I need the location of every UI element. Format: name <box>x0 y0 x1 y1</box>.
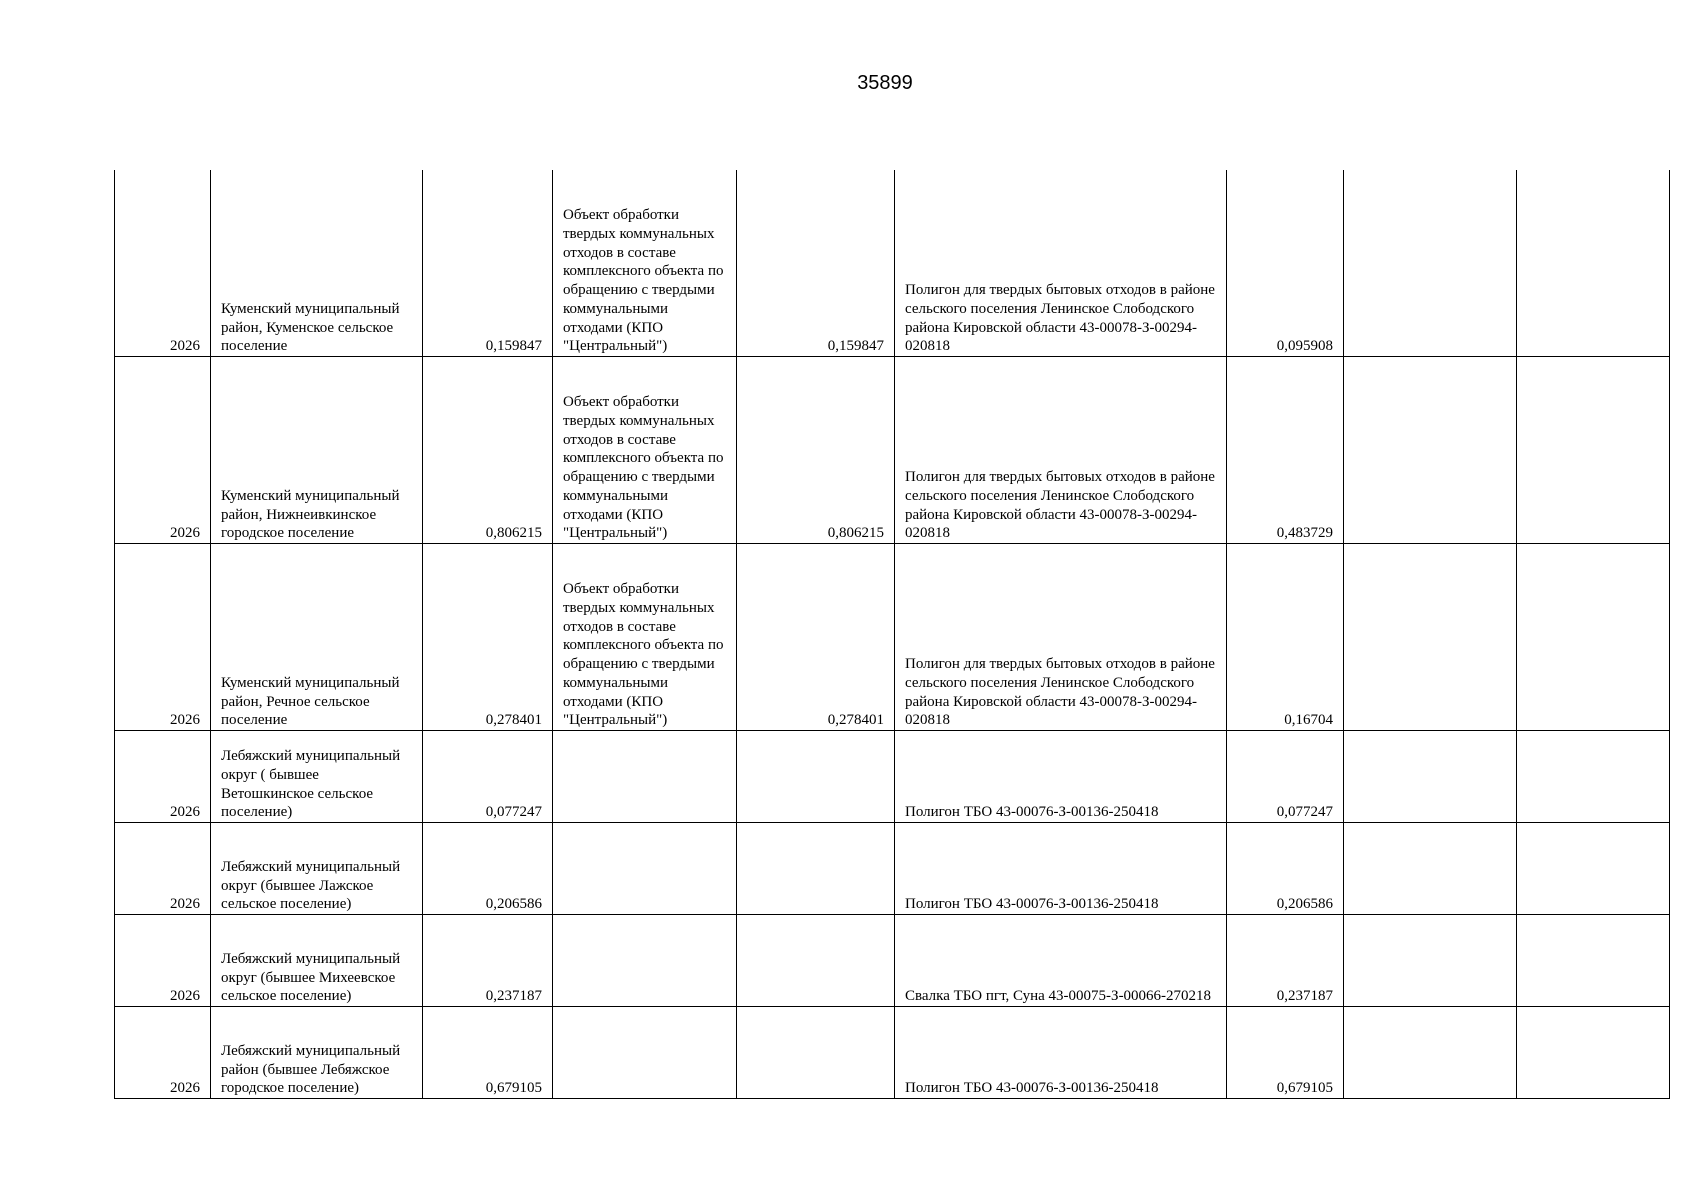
volume-cell: 0,237187 <box>423 915 553 1007</box>
empty-cell <box>1344 915 1517 1007</box>
disposal-object-cell: Полигон для твердых бытовых отходов в районе сельского поселения Ленинское Слободского района Кировской области 43-00078-З-00294-020818 <box>895 357 1227 544</box>
year-cell: 2026 <box>115 357 211 544</box>
processing-volume-cell: 0,278401 <box>737 544 895 731</box>
processing-volume-cell <box>737 1007 895 1099</box>
processing-object-cell: Объект обработки твердых коммунальных отходов в составе комплексного объекта по обращению с твердыми коммунальными отходами (КПО "Центральный") <box>553 544 737 731</box>
municipality-cell: Лебяжский муниципальный округ ( бывшее Ветошкинское сельское поселение) <box>211 731 423 823</box>
processing-volume-cell <box>737 731 895 823</box>
processing-object-cell: Объект обработки твердых коммунальных отходов в составе комплексного объекта по обращению с твердыми коммунальными отходами (КПО "Центральный") <box>553 357 737 544</box>
volume-cell: 0,077247 <box>423 731 553 823</box>
processing-volume-cell <box>737 915 895 1007</box>
waste-flow-table <box>114 170 1670 1099</box>
processing-object-cell <box>553 731 737 823</box>
empty-cell <box>1517 170 1670 357</box>
municipality-cell: Лебяжский муниципальный район (бывшее Лебяжское городское поселение) <box>211 1007 423 1099</box>
processing-volume-cell: 0,806215 <box>737 357 895 544</box>
disposal-object-cell: Полигон ТБО 43-00076-З-00136-250418 <box>895 731 1227 823</box>
volume-cell: 0,206586 <box>423 823 553 915</box>
municipality-cell: Куменский муниципальный район, Нижнеивкинское городское поселение <box>211 357 423 544</box>
disposal-volume-cell: 0,077247 <box>1227 731 1344 823</box>
disposal-object-cell: Полигон ТБО 43-00076-З-00136-250418 <box>895 1007 1227 1099</box>
empty-cell <box>1517 1007 1670 1099</box>
volume-cell: 0,806215 <box>423 357 553 544</box>
processing-object-cell <box>553 1007 737 1099</box>
volume-cell: 0,679105 <box>423 1007 553 1099</box>
table-row <box>115 1007 1670 1099</box>
disposal-object-cell: Полигон для твердых бытовых отходов в районе сельского поселения Ленинское Слободского района Кировской области 43-00078-З-00294-020818 <box>895 170 1227 357</box>
empty-cell <box>1517 823 1670 915</box>
year-cell: 2026 <box>115 170 211 357</box>
year-cell: 2026 <box>115 823 211 915</box>
empty-cell <box>1344 170 1517 357</box>
empty-cell <box>1344 731 1517 823</box>
disposal-volume-cell: 0,16704 <box>1227 544 1344 731</box>
disposal-volume-cell: 0,095908 <box>1227 170 1344 357</box>
year-cell: 2026 <box>115 915 211 1007</box>
processing-object-cell <box>553 823 737 915</box>
table-row <box>115 357 1670 544</box>
disposal-object-cell: Полигон для твердых бытовых отходов в районе сельского поселения Ленинское Слободского района Кировской области 43-00078-З-00294-020818 <box>895 544 1227 731</box>
processing-volume-cell: 0,159847 <box>737 170 895 357</box>
year-cell: 2026 <box>115 731 211 823</box>
empty-cell <box>1344 544 1517 731</box>
disposal-object-cell: Свалка ТБО пгт, Суна 43-00075-З-00066-270218 <box>895 915 1227 1007</box>
empty-cell <box>1344 357 1517 544</box>
page-number: 35899 <box>857 72 913 94</box>
processing-object-cell <box>553 915 737 1007</box>
table-row <box>115 823 1670 915</box>
processing-object-cell: Объект обработки твердых коммунальных отходов в составе комплексного объекта по обращению с твердыми коммунальными отходами (КПО "Центральный") <box>553 170 737 357</box>
disposal-volume-cell: 0,679105 <box>1227 1007 1344 1099</box>
disposal-volume-cell: 0,483729 <box>1227 357 1344 544</box>
volume-cell: 0,159847 <box>423 170 553 357</box>
empty-cell <box>1517 544 1670 731</box>
year-cell: 2026 <box>115 1007 211 1099</box>
empty-cell <box>1517 731 1670 823</box>
disposal-volume-cell: 0,206586 <box>1227 823 1344 915</box>
year-cell: 2026 <box>115 544 211 731</box>
empty-cell <box>1517 915 1670 1007</box>
processing-volume-cell <box>737 823 895 915</box>
empty-cell <box>1344 1007 1517 1099</box>
municipality-cell: Лебяжский муниципальный округ (бывшее Михеевское сельское поселение) <box>211 915 423 1007</box>
table-row <box>115 170 1670 357</box>
table-row <box>115 915 1670 1007</box>
empty-cell <box>1517 357 1670 544</box>
volume-cell: 0,278401 <box>423 544 553 731</box>
municipality-cell: Лебяжский муниципальный округ (бывшее Лажское сельское поселение) <box>211 823 423 915</box>
empty-cell <box>1344 823 1517 915</box>
municipality-cell: Куменский муниципальный район, Куменское сельское поселение <box>211 170 423 357</box>
table-row <box>115 731 1670 823</box>
municipality-cell: Куменский муниципальный район, Речное сельское поселение <box>211 544 423 731</box>
table-row <box>115 544 1670 731</box>
disposal-volume-cell: 0,237187 <box>1227 915 1344 1007</box>
disposal-object-cell: Полигон ТБО 43-00076-З-00136-250418 <box>895 823 1227 915</box>
